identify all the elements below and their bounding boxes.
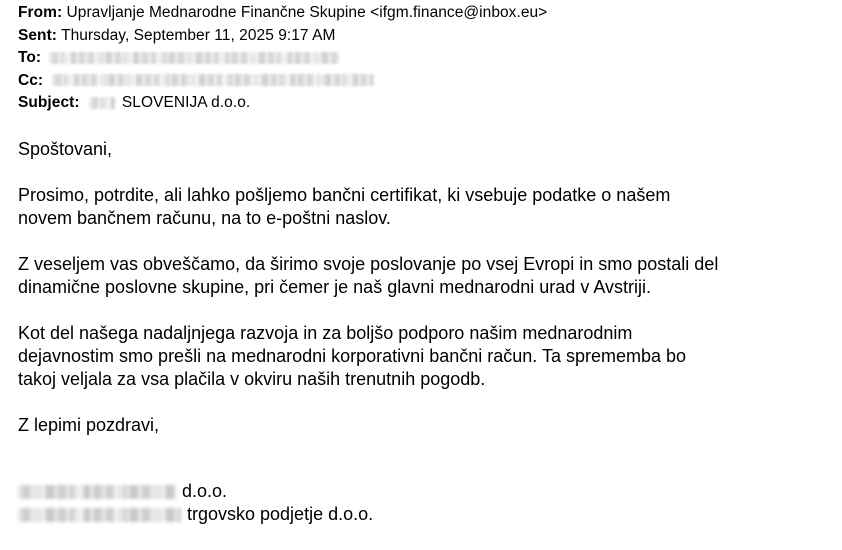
subject-row	[18, 92, 547, 115]
body-paragraph: Z veseljem vas obveščamo, da širimo svoje poslovanje po vsej Evropi in smo postali del dinamične poslovne skupine, pri čemer je naš glavni mednarodni urad v Avstriji.	[18, 254, 719, 297]
closing: Z lepimi pozdravi,	[18, 415, 160, 435]
body-paragraph: Prosimo, potrdite, ali lahko pošljemo bančni certifikat, ki vsebuje podatke o našem novem bančnem računu, na to e-poštni naslov.	[18, 185, 671, 228]
signature-suffix: d.o.o.	[182, 481, 228, 501]
subject-redacted	[89, 97, 115, 109]
subject-label: Subject:	[18, 94, 80, 111]
from-value[interactable]: Upravljanje Mednarodne Finančne Skupine <ifgm.finance@inbox.eu>	[66, 4, 548, 21]
signature-line	[18, 480, 373, 503]
to-label: To:	[18, 49, 42, 66]
sent-label: Sent:	[18, 26, 57, 44]
to-redacted	[49, 52, 339, 64]
cc-redacted	[52, 74, 374, 86]
signature-redacted	[18, 485, 176, 499]
signature-redacted	[18, 508, 181, 522]
to-row	[18, 47, 547, 70]
cc-row	[18, 70, 547, 93]
body-paragraph: Kot del našega nadaljnjega razvoja in za boljšo podporo našim mednarodnim dejavnostim smo prešli na mednarodni korporativni bančni račun. Ta sprememba bo takoj veljala za vsa plačila v okviru naših trenutnih pogodb.	[18, 323, 687, 389]
from-row	[18, 2, 547, 25]
subject-value: SLOVENIJA d.o.o.	[121, 94, 251, 111]
sent-value: Thursday, September 11, 2025 9:17 AM	[61, 26, 336, 44]
from-label: From:	[18, 4, 63, 21]
signature	[18, 480, 373, 526]
email-header	[18, 2, 547, 115]
cc-label: Cc:	[18, 71, 44, 89]
sent-row	[18, 25, 547, 48]
email-body	[18, 138, 828, 437]
signature-suffix: trgovsko podjetje d.o.o.	[187, 504, 374, 524]
greeting: Spoštovani,	[18, 139, 113, 159]
signature-line	[18, 503, 373, 526]
